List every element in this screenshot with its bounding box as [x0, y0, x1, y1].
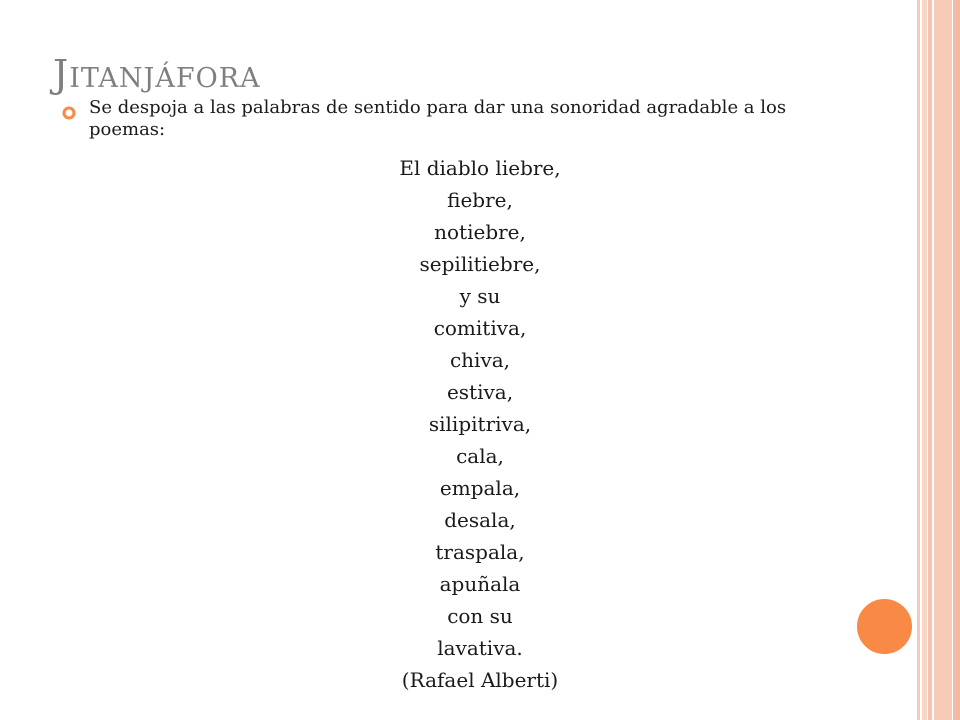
poem-line: El diablo liebre, [399, 156, 561, 180]
poem-line: notiebre, [434, 220, 526, 244]
poem-line: estiva, [446, 380, 514, 404]
decorative-stripe [934, 0, 952, 720]
decorative-stripe [917, 0, 920, 720]
accent-circle [855, 597, 914, 656]
bullet-text: Se despoja a las palabras de sentido para dar una sonoridad agradable a los poemas: [89, 97, 787, 140]
bullet-item [62, 97, 822, 141]
poem-line: apuñala [439, 572, 521, 596]
slide-title: Jitanjáfora [53, 52, 261, 96]
poem-line: empala, [439, 476, 521, 500]
poem-line: desala, [444, 508, 516, 532]
poem-line: cala, [456, 444, 504, 468]
poem [280, 152, 680, 696]
poem-line: sepilitiebre, [419, 252, 541, 276]
poem-line: traspala, [435, 540, 525, 564]
poem-line: con su [447, 604, 513, 628]
poem-line: fiebre, [447, 188, 513, 212]
poem-author: (Rafael Alberti) [401, 668, 559, 692]
ring-bullet-icon [62, 106, 76, 120]
decorative-stripe [928, 0, 932, 720]
decorative-stripe [953, 0, 960, 720]
poem-line: comitiva, [433, 316, 527, 340]
poem-line: y su [459, 284, 501, 308]
poem-line: silipitriva, [428, 412, 532, 436]
poem-line: lavativa. [437, 636, 523, 660]
poem-line: chiva, [449, 348, 511, 372]
decorative-stripe [922, 0, 927, 720]
